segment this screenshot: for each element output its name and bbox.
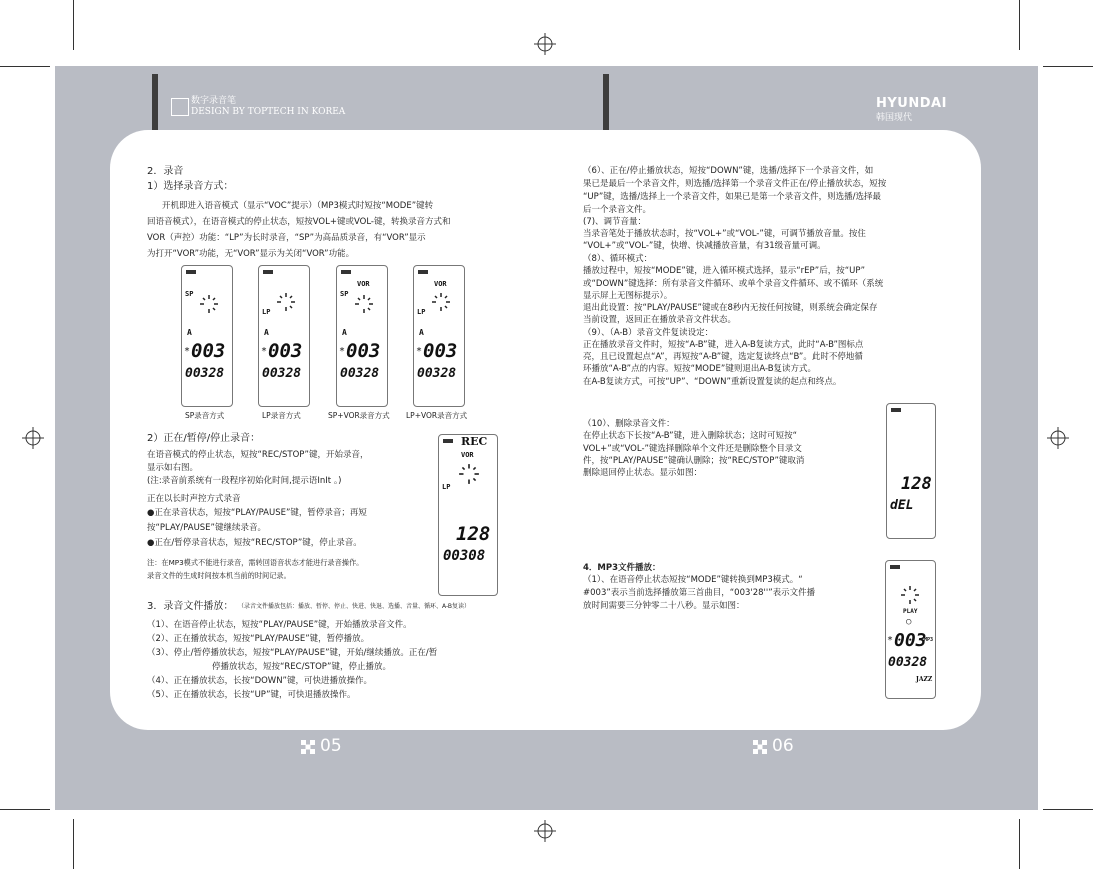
paragraph-line: （6）、正在/停止播放状态，短按“DOWN”键，选播/选择下一个录音文件，如 — [583, 166, 874, 176]
lcd-mode: LP — [417, 308, 426, 316]
page-number-left: 05 — [320, 736, 342, 756]
paragraph-line: 或“DOWN”键选择：所有录音文件循环、或单个录音文件循环、或不循环（系统 — [583, 279, 884, 289]
paragraph-line: 正在播放录音文件时，短按“A-B”键，进入A-B复读方式，此时“A-B”图标点 — [583, 340, 864, 350]
lcd-display-sp — [181, 265, 233, 407]
hyundai-logo: HYUNDAI — [876, 96, 947, 111]
lcd-display-sp-vor — [336, 265, 388, 407]
lcd-vor: VOR — [357, 280, 370, 288]
paragraph-line: （9）、（A-B）录音文件复读设定： — [583, 328, 714, 338]
paragraph-line: 放时间需要三分钟零二十八秒。显示如图： — [583, 601, 745, 611]
lcd-display-mp3 — [885, 560, 936, 699]
paragraph-line: （4）、正在播放状态，长按“DOWN”键，可快进播放操作。 — [147, 676, 372, 686]
lcd-mode: LP — [262, 308, 271, 316]
lcd-repeat: ○ — [906, 617, 912, 627]
microphone-indicator-icon — [276, 292, 296, 312]
lcd-time: 00328 — [340, 366, 380, 381]
paragraph-line: 退出此设置：按“PLAY/PAUSE”键或在8秒内无按任何按键，则系统会确定保存 — [583, 303, 878, 313]
paragraph-line: 显示如右图。 — [147, 463, 199, 473]
microphone-indicator-icon — [199, 294, 219, 314]
paragraph-line: （3）、停止/暂停播放状态，短按“PLAY/PAUSE”键，开始/继续播放。正在/暂 — [147, 648, 438, 658]
logo-subtitle: 韩国现代 — [876, 113, 913, 123]
battery-icon — [186, 270, 196, 274]
paragraph-line: 在语音模式的停止状态，短按“REC/STOP”键，开始录音， — [147, 450, 369, 460]
paragraph-line: 环播放“A-B”点的内容。短按“MODE”键则退出A-B复读方式。 — [583, 364, 817, 374]
lcd-a: A — [187, 328, 192, 337]
lcd-time: 00328 — [417, 366, 457, 381]
page-number-icon — [753, 740, 767, 754]
crop-mark — [73, 0, 74, 50]
lcd-mode: SP — [340, 290, 349, 298]
paragraph-line: 果已是最后一个录音文件，则选播/选择第一个录音文件正在/停止播放状态，短按 — [583, 179, 887, 189]
paragraph-line: 删除退回停止状态。显示如图： — [583, 468, 703, 478]
paragraph-line: （2）、正在播放状态，短按“PLAY/PAUSE”键，暂停播放。 — [147, 634, 370, 644]
lcd-eq: JAZZ — [916, 676, 933, 683]
crop-mark — [1043, 809, 1093, 810]
lcd-a: A — [419, 328, 424, 337]
lcd-vor: VOR — [461, 451, 474, 459]
paragraph-line: 当录音笔处于播放状态时，按“VOL+”或“VOL-”键，可调节播放音量。按住 — [583, 229, 866, 239]
lcd-vor: VOR — [434, 280, 447, 288]
note-line: 注：在MP3模式不能进行录音，需转回语音状态才能进行录音操作。 — [147, 558, 364, 567]
paragraph-line: 为打开“VOR”功能，无“VOR”显示为关闭“VOR”功能。 — [147, 249, 355, 259]
microphone-indicator-icon — [458, 463, 480, 485]
brand-cn: 数字录音笔 — [191, 96, 237, 106]
crop-mark — [1019, 0, 1020, 50]
lcd-caption: SP录音方式 — [185, 411, 225, 420]
lcd-number: 128 — [901, 474, 932, 494]
lcd-star: * — [416, 346, 423, 357]
battery-icon — [418, 270, 428, 274]
note-line: 录音文件的生成时间按本机当前的时间记录。 — [147, 571, 291, 580]
paragraph-line: （1）、在语音停止状态短按“MODE”键转换到MP3模式。“ — [583, 575, 803, 585]
paragraph-line: （10）、删除录音文件： — [583, 419, 675, 429]
crop-mark — [1019, 819, 1020, 869]
microphone-indicator-icon — [354, 294, 374, 314]
page-number-right: 06 — [772, 736, 794, 756]
lcd-remaining: 128 — [456, 523, 491, 545]
paragraph-line: （5）、正在播放状态，长按“UP”键，可快退播放操作。 — [147, 690, 356, 700]
paragraph-line: (注:录音前系统有一段程序初始化时间,提示语InIt 。) — [147, 476, 342, 486]
lcd-star: * — [261, 346, 268, 357]
lcd-del-text: dEL — [890, 498, 914, 513]
paragraph-line: 按“PLAY/PAUSE”键继续录音。 — [147, 523, 266, 533]
lcd-caption: LP录音方式 — [262, 411, 301, 420]
lcd-time: 00308 — [443, 548, 486, 564]
lcd-track-number: 003 — [894, 630, 927, 651]
lcd-display-delete — [886, 403, 936, 539]
page-number-icon — [301, 740, 315, 754]
section-3-note: （录音文件播放包括：播放、暂停、停止、快进、快退、选播、音量、循环、A-B复读） — [238, 603, 471, 610]
paragraph-line: （8）、循环模式： — [583, 254, 653, 264]
registration-mark-icon — [22, 427, 44, 449]
battery-icon — [890, 565, 900, 569]
paragraph-line: 停播放状态，短按“REC/STOP”键，停止播放。 — [212, 662, 391, 672]
section-4-title: 4．MP3文件播放： — [583, 563, 661, 573]
crop-mark — [73, 819, 74, 869]
paragraph-line: “VOL+”或“VOL-”键，快增、快减播放音量，有31级音量可调。 — [583, 241, 826, 251]
lcd-time: 00328 — [888, 655, 928, 670]
paragraph-line: 亮，且已设置起点“A”，再短按“A-B”键，选定复读终点“B”。此时不停地循 — [583, 352, 863, 362]
lcd-display-recording — [438, 434, 498, 596]
microphone-indicator-icon — [431, 292, 451, 312]
section-2-1-title: 1）选择录音方式： — [147, 181, 234, 192]
brand-box-icon — [171, 98, 189, 116]
brand-en: DESIGN BY TOPTECH IN KOREA — [191, 107, 346, 117]
paragraph-line: 显示屏上无图标提示）。 — [583, 291, 673, 301]
lcd-mode: SP — [185, 290, 194, 298]
paragraph-line: ●正在录音状态，短按“PLAY/PAUSE”键，暂停录音；再短 — [147, 508, 367, 518]
lcd-track-number: 003 — [423, 340, 458, 362]
lcd-display-lp-vor — [413, 265, 465, 407]
paragraph-line: (7)、调节音量： — [583, 217, 647, 227]
paragraph-line: 开机即进入语音模式（显示“VOC”提示）（MP3模式时短按“MODE”键转 — [162, 201, 434, 211]
crop-mark — [1043, 66, 1093, 67]
lcd-a: A — [264, 328, 269, 337]
lcd-track-number: 003 — [346, 340, 381, 362]
lcd-track-number: 003 — [268, 340, 303, 362]
registration-mark-icon — [534, 820, 556, 842]
paragraph-line: ●正在/暂停录音状态，短按“REC/STOP”键，停止录音。 — [147, 538, 362, 548]
paragraph-line: 正在以长时声控方式录音 — [147, 494, 241, 504]
paragraph-line: VOL+”或“VOL-”键选择删除单个文件还是删除整个目录文 — [583, 444, 802, 454]
paragraph-line: 后一个录音文件。 — [583, 205, 652, 215]
paragraph-line: （1）、在语音停止状态，短按“PLAY/PAUSE”键，开始播放录音文件。 — [147, 620, 412, 630]
lcd-rec: REC — [461, 435, 488, 448]
crop-mark — [0, 66, 50, 67]
lcd-play: PLAY — [903, 608, 918, 615]
lcd-star: * — [339, 346, 346, 357]
battery-icon — [891, 408, 901, 412]
paragraph-line: 播放过程中，短按“MODE”键，进入循环模式选择，显示“rEP”后，按“UP” — [583, 266, 866, 276]
paragraph-line: 回语音模式），在语音模式的停止状态，短按VOL+键或VOL-键，转换录音方式和 — [147, 217, 451, 227]
lcd-mode: LP — [442, 483, 451, 491]
lcd-star: * — [184, 346, 191, 357]
lcd-time: 00328 — [185, 366, 225, 381]
registration-mark-icon — [534, 33, 556, 55]
section-3-title: 3．录音文件播放： — [147, 601, 234, 612]
section-2-2-title: 2）正在/暂停/停止录音： — [147, 433, 261, 444]
paragraph-line: VOR（声控）功能：“LP”为长时录音，“SP”为高品质录音，有“VOR”显示 — [147, 233, 426, 243]
lcd-track-number: 003 — [191, 340, 226, 362]
paragraph-line: #003”表示当前选择播放第三首曲目，“003'28''”表示文件播 — [583, 588, 816, 598]
paragraph-line: 当前设置，返回正在播放录音文件状态。 — [583, 315, 737, 325]
paragraph-line: “UP”键，选播/选择上一个录音文件，如果已是第一个录音文件，则选播/选择最 — [583, 192, 882, 202]
lcd-caption: SP+VOR录音方式 — [328, 411, 390, 420]
brand — [191, 96, 345, 118]
lcd-caption: LP+VOR录音方式 — [406, 411, 468, 420]
lcd-a: A — [342, 328, 347, 337]
lcd-time: 00328 — [262, 366, 302, 381]
paragraph-line: 在A-B复读方式，可按“UP”、“DOWN”重新设置复读的起点和终点。 — [583, 377, 842, 387]
lcd-star: * — [887, 635, 894, 646]
registration-mark-icon — [1047, 427, 1069, 449]
lcd-mp3: MP3 — [924, 637, 934, 643]
battery-icon — [263, 270, 273, 274]
paragraph-line: 在停止状态下长按“A-B”键，进入删除状态；这时可短按“ — [583, 431, 797, 441]
battery-icon — [443, 439, 453, 443]
section-2-title: 2．录音 — [147, 166, 184, 177]
battery-icon — [341, 270, 351, 274]
music-indicator-icon — [900, 585, 920, 605]
lcd-display-lp — [258, 265, 310, 407]
crop-mark — [0, 809, 50, 810]
paragraph-line: 件，按“PLAY/PAUSE”键确认删除；按“REC/STOP”键取消 — [583, 456, 805, 466]
